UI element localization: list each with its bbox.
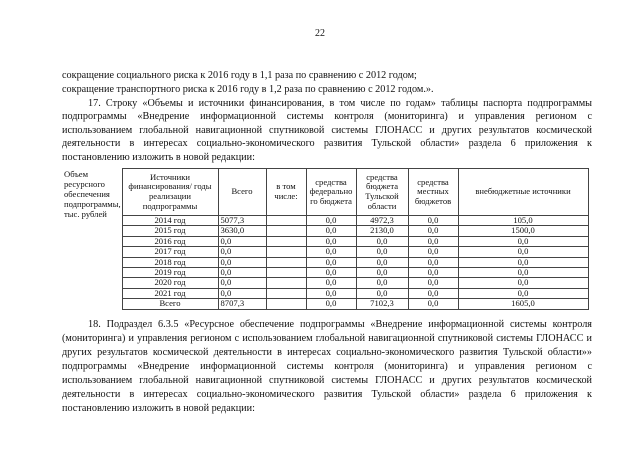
text-line: 17. Строку «Объемы и источники финансирования, в том числе по годам» таблицы паспорта подпрограммы <box>88 98 592 109</box>
value-cell: 0,0 <box>218 257 266 267</box>
year-cell: 2014 год <box>122 216 218 226</box>
value-cell: 2130,0 <box>356 226 408 236</box>
value-cell: 0,0 <box>356 257 408 267</box>
value-cell: 8707,3 <box>218 299 266 309</box>
value-cell: 0,0 <box>356 268 408 278</box>
header-cell: Источники финансирования/ годы реализации подпрограммы <box>122 169 218 216</box>
value-cell: 0,0 <box>458 288 588 298</box>
value-cell <box>266 216 306 226</box>
value-cell: 0,0 <box>218 288 266 298</box>
text-line: (мониторинга) и управления регионом с использованием глобальной навигационной спутниковой системы ГЛОНАСС и <box>62 333 592 344</box>
value-cell <box>266 278 306 288</box>
value-cell: 0,0 <box>218 268 266 278</box>
value-cell: 0,0 <box>408 278 458 288</box>
value-cell: 0,0 <box>306 236 356 246</box>
text-line: использованием глобальной навигационной спутниковой системы ГЛОНАСС и других результатов космической <box>62 125 592 136</box>
value-cell: 0,0 <box>408 226 458 236</box>
table-row <box>62 257 588 267</box>
value-cell: 0,0 <box>458 236 588 246</box>
value-cell: 0,0 <box>306 226 356 236</box>
text-line: сокращение транспортного риска к 2016 году в 1,2 раза по сравнению с 2012 годом.». <box>62 84 434 95</box>
year-cell: 2016 год <box>122 236 218 246</box>
page-number: 22 <box>315 28 325 39</box>
value-cell: 0,0 <box>356 236 408 246</box>
value-cell: 3630,0 <box>218 226 266 236</box>
value-cell: 0,0 <box>408 299 458 309</box>
value-cell: 0,0 <box>408 268 458 278</box>
value-cell: 0,0 <box>356 278 408 288</box>
value-cell: 0,0 <box>306 257 356 267</box>
text-line: использованием глобальной навигационной спутниковой системы ГЛОНАСС и других результатов космической <box>62 375 592 386</box>
text-line: других результатов космической деятельности в интересах социально-экономического развития Тульской области»» <box>62 347 592 358</box>
value-cell: 0,0 <box>458 278 588 288</box>
value-cell: 0,0 <box>218 236 266 246</box>
value-cell: 0,0 <box>408 257 458 267</box>
text-line: подпрограммы «Внедрение информационной системы контроля (мониторинга) и управления регионом с <box>62 111 592 122</box>
table-total-row <box>62 299 588 309</box>
value-cell <box>266 288 306 298</box>
header-cell: Всего <box>218 169 266 216</box>
table-row <box>62 268 588 278</box>
header-cell: средства федерально го бюджета <box>306 169 356 216</box>
table-row <box>62 226 588 236</box>
header-cell: средства местных бюджетов <box>408 169 458 216</box>
text-line: деятельности в интересах социально-экономического развития Тульской области» раздела 6 приложения к <box>62 138 592 149</box>
value-cell: 0,0 <box>306 216 356 226</box>
year-cell: 2019 год <box>122 268 218 278</box>
value-cell: 0,0 <box>356 288 408 298</box>
value-cell: 0,0 <box>408 247 458 257</box>
table-header-row <box>62 169 588 216</box>
table-row <box>62 236 588 246</box>
value-cell: 1605,0 <box>458 299 588 309</box>
value-cell: 1500,0 <box>458 226 588 236</box>
value-cell: 0,0 <box>356 247 408 257</box>
value-cell: 0,0 <box>306 278 356 288</box>
value-cell <box>266 226 306 236</box>
value-cell: 0,0 <box>306 247 356 257</box>
value-cell: 0,0 <box>306 288 356 298</box>
text-line: сокращение социального риска к 2016 году в 1,1 раза по сравнению с 2012 годом; <box>62 70 417 81</box>
text-line: постановлению изложить в новой редакции: <box>62 152 255 163</box>
table-row <box>62 247 588 257</box>
text-line: 18. Подраздел 6.3.5 «Ресурсное обеспечение подпрограммы «Внедрение информационной системы контроля <box>88 319 592 330</box>
value-cell <box>266 257 306 267</box>
year-cell: 2017 год <box>122 247 218 257</box>
value-cell: 0,0 <box>306 268 356 278</box>
year-cell: 2021 год <box>122 288 218 298</box>
value-cell <box>266 236 306 246</box>
header-cell: средства бюджета Тульской области <box>356 169 408 216</box>
table-row <box>62 288 588 298</box>
value-cell <box>266 268 306 278</box>
value-cell: 0,0 <box>408 236 458 246</box>
value-cell: 4972,3 <box>356 216 408 226</box>
financing-table <box>62 168 589 310</box>
value-cell: 0,0 <box>458 268 588 278</box>
header-cell: внебюджетные источники <box>458 169 588 216</box>
text-line: подпрограммы «Внедрение информационной системы контроля (мониторинга) и управления регионом с <box>62 361 592 372</box>
value-cell: 0,0 <box>218 278 266 288</box>
value-cell: 0,0 <box>306 299 356 309</box>
value-cell <box>266 299 306 309</box>
value-cell: 7102,3 <box>356 299 408 309</box>
year-cell: 2020 год <box>122 278 218 288</box>
value-cell: 5077,3 <box>218 216 266 226</box>
total-label-cell: Всего <box>122 299 218 309</box>
value-cell: 0,0 <box>408 288 458 298</box>
value-cell: 0,0 <box>218 247 266 257</box>
year-cell: 2015 год <box>122 226 218 236</box>
year-cell: 2018 год <box>122 257 218 267</box>
text-line: деятельности в интересах социально-экономического развития Тульской области» раздела 6 приложения к <box>62 389 592 400</box>
resource-volume-label: Объем ресурсного обеспечения подпрограммы, тыс. рублей <box>64 168 121 220</box>
table-row <box>62 216 588 226</box>
value-cell: 0,0 <box>458 257 588 267</box>
value-cell <box>266 247 306 257</box>
text-line: постановлению изложить в новой редакции: <box>62 403 255 414</box>
table-row <box>62 278 588 288</box>
value-cell: 0,0 <box>408 216 458 226</box>
value-cell: 0,0 <box>458 247 588 257</box>
value-cell: 105,0 <box>458 216 588 226</box>
header-cell: в том числе: <box>266 169 306 216</box>
